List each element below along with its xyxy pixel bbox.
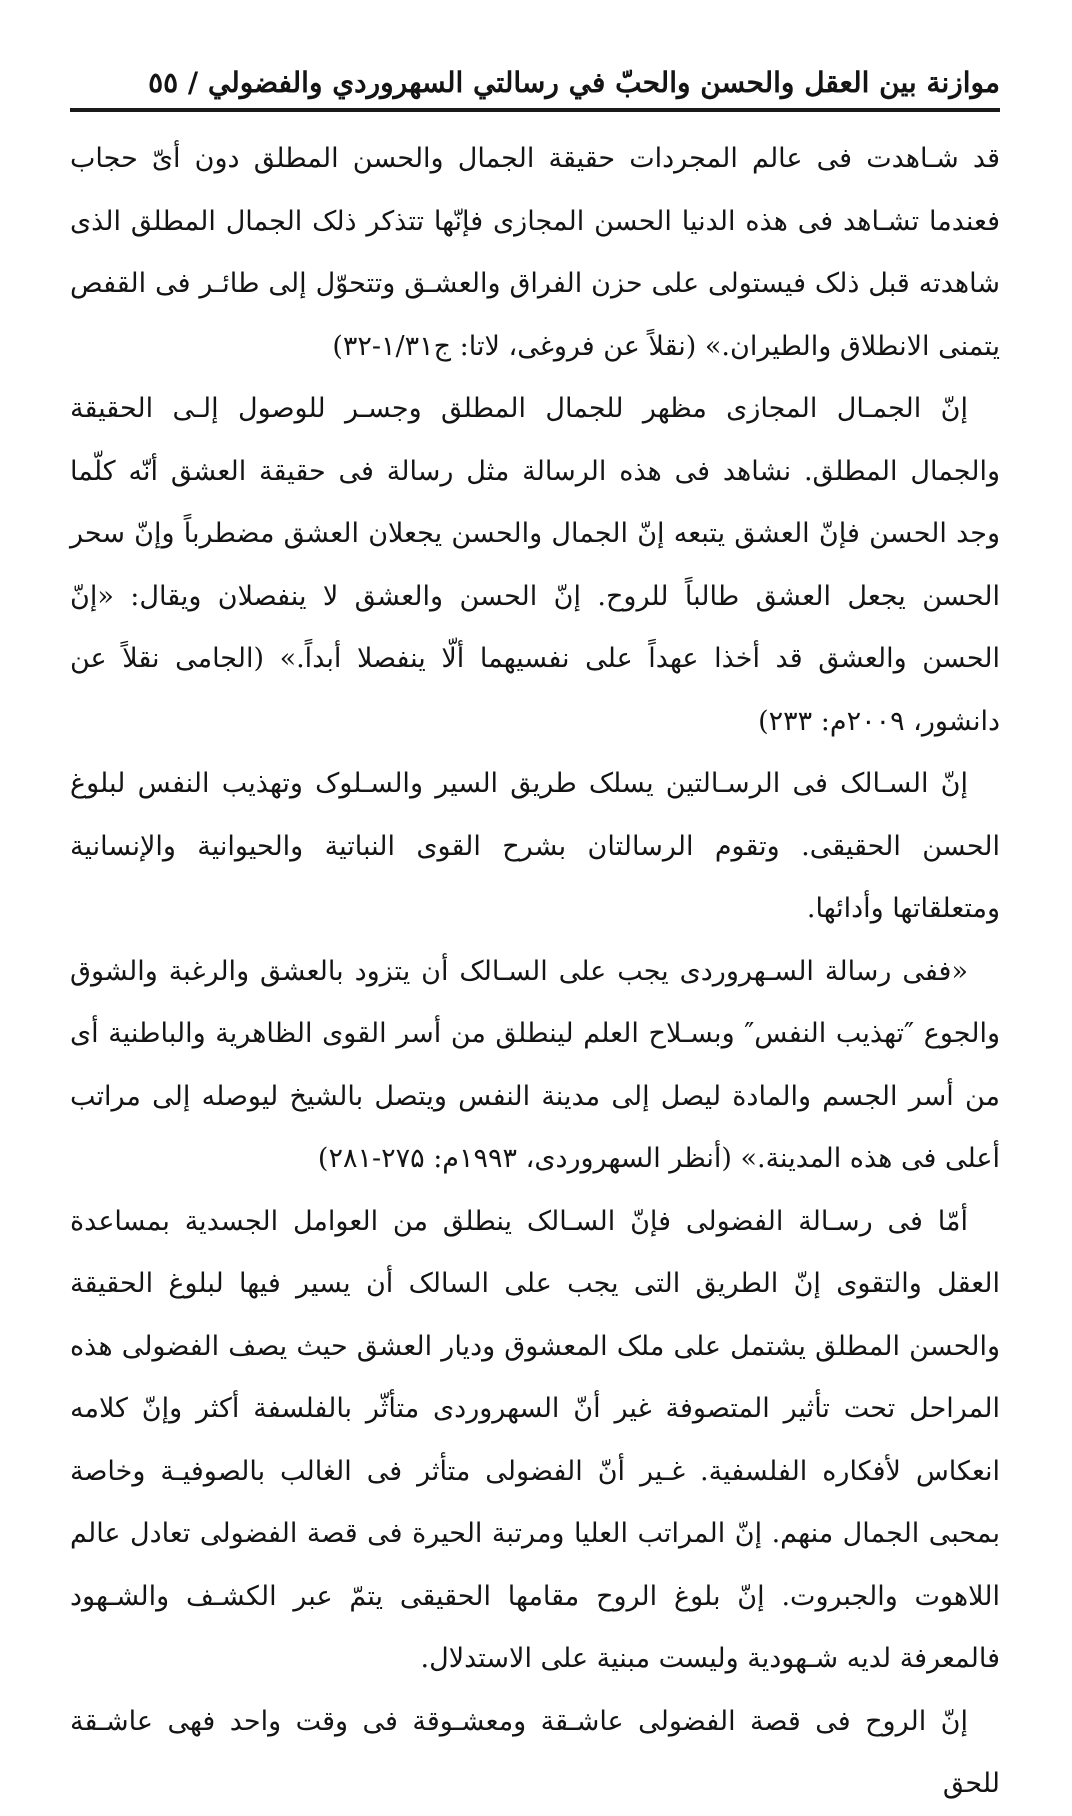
paragraph-1: قد شـاهدت فى عالم المجردات حقيقة الجمال والحسن المطلق دون أىّ حجاب فعندما تشـاهد فى هذه الدنيا الحسن المجازى فإنّها تتذكر ذلک الجمال المطلق الذى شاهدته قبل ذلک فيستولى على حزن الفراق والعشـق وتتحوّل إلى طائـر فى القفص يتمنى الانطلاق والطيران.» (نقلاً عن فروغى، لاتا: ج۱/۳۱-۳۲) bbox=[70, 143, 1000, 362]
paragraph-5: أمّا فى رسـالة الفضولى فإنّ السـالک ينطلق من العوامل الجسدية بمساعدة العقل والتقوى إنّ الطريق التى يجب على السالک أن يسير فيها لبلوغ الحقيقة والحسن المطلق يشتمل على ملک المعشوق وديار العشق حيث يصف الفضولى هذه المراحل تحت تأثير المتصوفة غير أنّ السهروردى متأثّر بالفلسفة أكثر وإنّ كلامه انعكاس لأفكاره الفلسفية. غـير أنّ الفضولى متأثر فى الغالب بالصوفيـة وخاصة بمحبى الجمال منهم. إنّ المراتب العليا ومرتبة الحيرة فى قصة الفضولى تعادل عالم اللاهوت والجبروت. إنّ بلوغ الروح مقامها الحقيقى يتمّ عبر الكشـف والشـهود فالمعرفة لديه شـهودية وليست مبنية على الاستدلال. bbox=[70, 1205, 1000, 1674]
header-divider bbox=[70, 108, 1000, 112]
running-header: موازنة بين العقل والحسن والحبّ في رسالتي السهروردي والفضولي / ٥٥ bbox=[148, 65, 1000, 99]
paragraph-3: إنّ السـالک فى الرسـالتين يسلک طريق السير والسـلوک وتهذيب النفس لبلوغ الحسن الحقيقى. وتقوم الرسالتان بشرح القوى النباتية والحيوانية والإنسانية ومتعلقاتها وأدائها. bbox=[70, 768, 1000, 924]
paragraph-2: إنّ الجمـال المجازى مظهر للجمال المطلق وجسـر للوصول إلـى الحقيقة والجمال المطلق. نشاهد فى هذه الرسالة مثل رسالة فى حقيقة العشق أنّه كلّما وجد الحسن فإنّ العشق يتبعه إنّ الجمال والحسن يجعلان العشق مضطرباً وإنّ سحر الحسن يجعل العشق طالباً للروح. إنّ الحسن والعشق لا ينفصلان ويقال: «إنّ الحسن والعشق قد أخذا عهداً على نفسيهما ألّا ينفصلا أبداً.» (الجامى نقلاً عن دانشور، ۲۰۰۹م: ۲۳۳) bbox=[70, 393, 1000, 737]
body-text bbox=[70, 128, 1000, 1816]
paragraph-6: إنّ الروح فى قصة الفضولى عاشـقة ومعشـوقة فى وقت واحد فهى عاشـقة للحق bbox=[70, 1705, 1000, 1799]
paragraph-4: «ففى رسالة السـهروردى يجب على السـالک أن يتزود بالعشق والرغبة والشوق والجوع ″تهذيب النفس″ وبسـلاح العلم لينطلق من أسر القوى الظاهرية والباطنية أى من أسر الجسم والمادة ليصل إلى مدينة النفس ويتصل بالشيخ ليوصله إلى مراتب أعلى فى هذه المدينة.» (أنظر السهروردى، ۱۹۹۳م: ۲۷۵-۲۸۱) bbox=[70, 955, 1000, 1174]
